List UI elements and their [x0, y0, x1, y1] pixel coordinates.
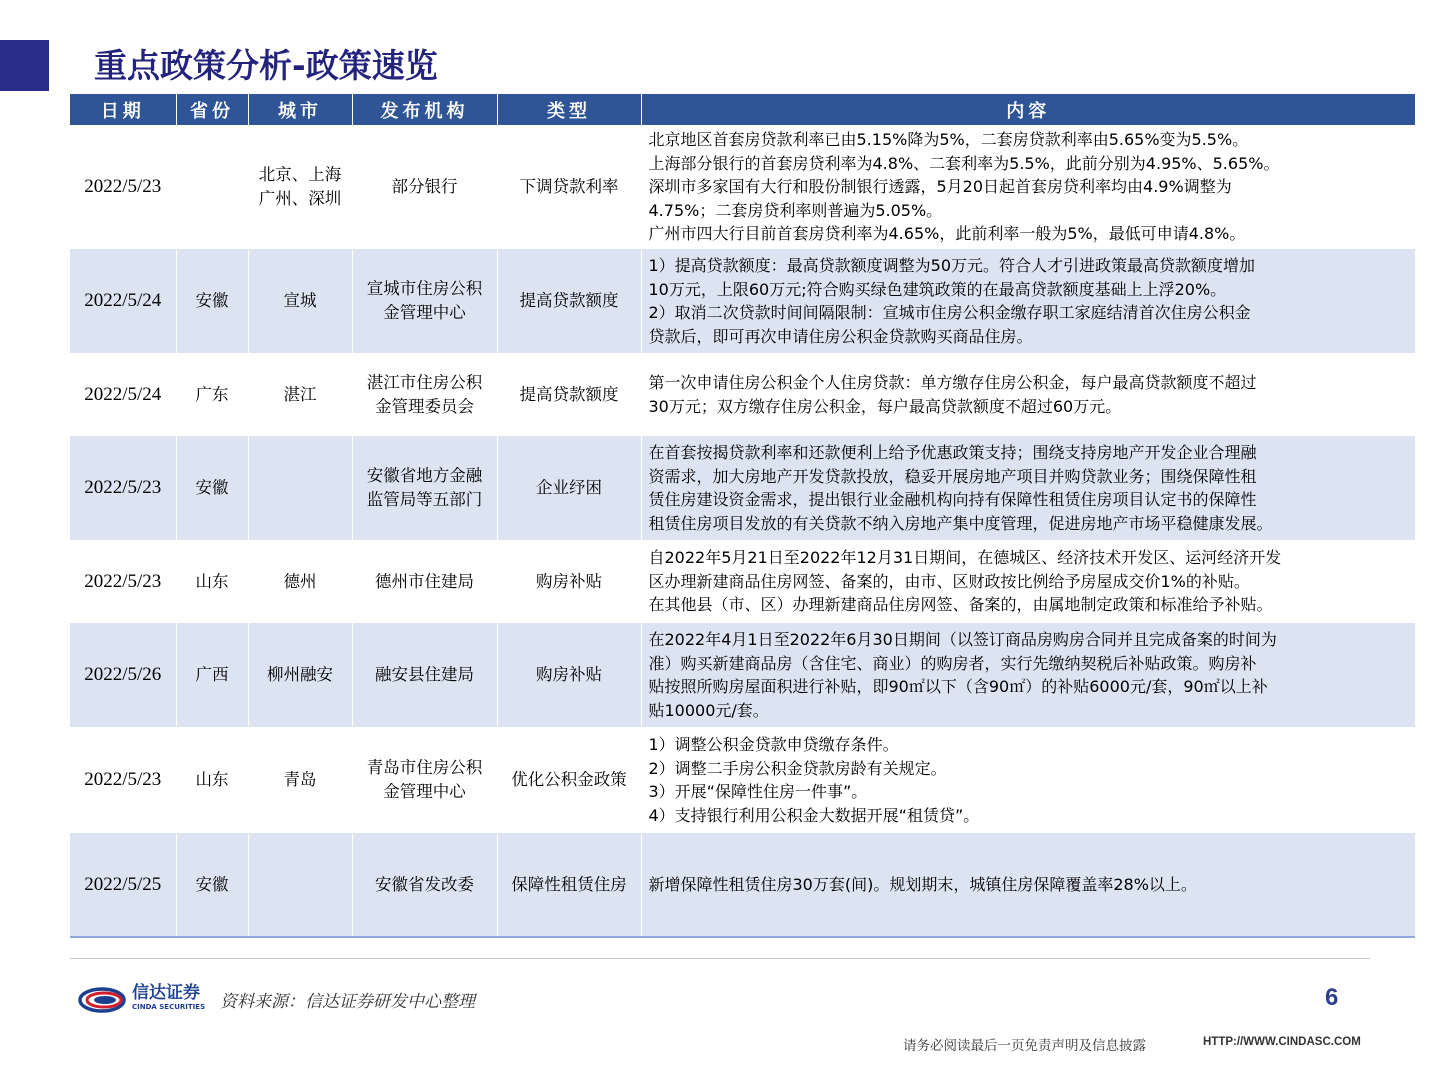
- website-link[interactable]: HTTP://WWW.CINDASC.COM: [1203, 1036, 1361, 1048]
- province-cell: 安徽: [176, 833, 248, 937]
- city-cell: [248, 436, 352, 540]
- date-cell: 2022/5/23: [70, 540, 176, 623]
- table-row: [70, 353, 1415, 436]
- page-number: 6: [1325, 984, 1339, 1011]
- type-cell: 购房补贴: [497, 623, 641, 727]
- content-line: 贴按照所购房屋面积进行补贴，即90㎡以下（含90㎡）的补贴6000元/套，90㎡以上补: [648, 677, 1268, 696]
- header-type: 类型: [497, 94, 641, 125]
- table-row: [70, 727, 1415, 833]
- agency-cell: 湛江市住房公积金管理委员会: [352, 353, 497, 436]
- content-line: 贴10000元/套。: [648, 700, 769, 720]
- table-row: [70, 540, 1415, 623]
- content-line: 30万元；双方缴存住房公积金，每户最高贷款额度不超过60万元。: [648, 396, 1122, 416]
- content-line: 北京地区首套房贷款利率已由5.15%降为5%，二套房贷款利率由5.65%变为5.5%。: [648, 130, 1249, 150]
- content-line: 1）调整公积金贷款申贷缴存条件。: [648, 735, 899, 754]
- cinda-logo-swoosh-icon: [78, 983, 130, 1015]
- province-cell: 山东: [176, 727, 248, 833]
- content-line: 上海部分银行的首套房贷利率为4.8%、二套利率为5.5%，此前分别为4.95%、5.65%。: [648, 153, 1280, 173]
- type-cell: 下调贷款利率: [497, 125, 641, 249]
- corner-accent-block: [0, 40, 49, 91]
- content-cell: [641, 125, 1415, 249]
- content-line: 在2022年4月1日至2022年6月30日期间（以签订商品房购房合同并且完成备案的时间为: [648, 630, 1277, 649]
- content-cell: [641, 727, 1415, 833]
- source-note: 资料来源：信达证券研发中心整理: [220, 992, 475, 1012]
- header-date: 日期: [70, 94, 176, 125]
- agency-cell: 青岛市住房公积金管理中心: [352, 727, 497, 833]
- table-header-row: [70, 94, 1415, 125]
- city-cell: 宣城: [248, 249, 352, 353]
- logo-name-en: CINDA SECURITIES: [132, 1003, 206, 1011]
- content-line: 贷款后，即可再次申请住房公积金贷款购买商品住房。: [648, 326, 1033, 346]
- table-row: [70, 623, 1415, 727]
- header-agency: 发布机构: [352, 94, 497, 125]
- content-line: 深圳市多家国有大行和股份制银行透露，5月20日起首套房贷利率均由4.9%调整为: [648, 177, 1232, 197]
- type-cell: 提高贷款额度: [497, 353, 641, 436]
- content-line: 4）支持银行利用公积金大数据开展“租赁贷”。: [648, 805, 980, 825]
- province-cell: 山东: [176, 540, 248, 623]
- date-cell: 2022/5/24: [70, 353, 176, 436]
- agency-cell: 融安县住建局: [352, 623, 497, 727]
- content-cell: [641, 436, 1415, 540]
- date-cell: 2022/5/26: [70, 623, 176, 727]
- logo-name-cn: 信达证券: [132, 983, 200, 1003]
- content-line: 4.75%；二套房贷利率则普遍为5.05%。: [648, 200, 943, 220]
- table-row: [70, 833, 1415, 937]
- city-cell: [248, 833, 352, 937]
- agency-cell: 安徽省地方金融监管局等五部门: [352, 436, 497, 540]
- disclaimer-text: 请务必阅读最后一页免责声明及信息披露: [903, 1038, 1146, 1054]
- content-cell: [641, 249, 1415, 353]
- table-row: [70, 249, 1415, 353]
- content-line: 第一次申请住房公积金个人住房贷款：单方缴存住房公积金，每户最高贷款额度不超过: [648, 373, 1257, 392]
- content-line: 10万元，上限60万元;符合购买绿色建筑政策的在最高贷款额度基础上上浮20%。: [648, 279, 1227, 299]
- header-content: 内容: [641, 94, 1415, 125]
- type-cell: 保障性租赁住房: [497, 833, 641, 937]
- content-line: 区办理新建商品住房网签、备案的，由市、区财政按比例给予房屋成交价1%的补贴。: [648, 571, 1250, 591]
- content-line: 自2022年5月21日至2022年12月31日期间，在德城区、经济技术开发区、运河经济开发: [648, 548, 1282, 568]
- content-line: 资需求，加大房地产开发贷款投放，稳妥开展房地产项目并购贷款业务；围绕保障性租: [648, 466, 1257, 486]
- header-province: 省份: [176, 94, 248, 125]
- city-cell: 青岛: [248, 727, 352, 833]
- content-line: 准）购买新建商品房（含住宅、商业）的购房者，实行先缴纳契税后补贴政策。购房补: [648, 653, 1257, 673]
- content-line: 1）提高贷款额度：最高贷款额度调整为50万元。符合人才引进政策最高贷款额度增加: [648, 256, 1256, 275]
- city-cell: 湛江: [248, 353, 352, 436]
- province-cell: [176, 125, 248, 249]
- content-line: 2）取消二次贷款时间间隔限制：宣城市住房公积金缴存职工家庭结清首次住房公积金: [648, 303, 1251, 322]
- date-cell: 2022/5/23: [70, 125, 176, 249]
- table-row: [70, 125, 1415, 249]
- page-title: 重点政策分析-政策速览: [94, 46, 438, 85]
- cinda-logo: [78, 983, 218, 1015]
- content-line: 在首套按揭贷款利率和还款便利上给予优惠政策支持；围绕支持房地产开发企业合理融: [648, 443, 1257, 462]
- content-cell: [641, 540, 1415, 623]
- policy-table: [70, 94, 1415, 938]
- province-cell: 安徽: [176, 436, 248, 540]
- date-cell: 2022/5/25: [70, 833, 176, 937]
- date-cell: 2022/5/24: [70, 249, 176, 353]
- agency-cell: 部分银行: [352, 125, 497, 249]
- agency-cell: 安徽省发改委: [352, 833, 497, 937]
- content-line: 3）开展“保障性住房一件事”。: [648, 782, 868, 801]
- province-cell: 安徽: [176, 249, 248, 353]
- content-line: 租赁住房项目发放的有关贷款不纳入房地产集中度管理，促进房地产市场平稳健康发展。: [648, 513, 1273, 533]
- city-cell: 德州: [248, 540, 352, 623]
- type-cell: 优化公积金政策: [497, 727, 641, 833]
- type-cell: 提高贷款额度: [497, 249, 641, 353]
- content-line: 新增保障性租赁住房30万套(间)。规划期末，城镇住房保障覆盖率28%以上。: [648, 874, 1197, 894]
- province-cell: 广西: [176, 623, 248, 727]
- agency-cell: 德州市住建局: [352, 540, 497, 623]
- header-city: 城市: [248, 94, 352, 125]
- city-cell: 北京、上海广州、深圳: [248, 125, 352, 249]
- province-cell: 广东: [176, 353, 248, 436]
- content-line: 广州市四大行目前首套房贷利率为4.65%，此前利率一般为5%，最低可申请4.8%。: [648, 224, 1246, 244]
- agency-cell: 宣城市住房公积金管理中心: [352, 249, 497, 353]
- content-line: 赁住房建设资金需求，提出银行业金融机构向持有保障性租赁住房项目认定书的保障性: [648, 490, 1257, 509]
- content-cell: [641, 833, 1415, 937]
- content-line: 在其他县（市、区）办理新建商品住房网签、备案的，由属地制定政策和标准给予补贴。: [648, 595, 1273, 615]
- date-cell: 2022/5/23: [70, 727, 176, 833]
- city-cell: 柳州融安: [248, 623, 352, 727]
- content-line: 2）调整二手房公积金贷款房龄有关规定。: [648, 758, 947, 778]
- policy-table-body: [70, 125, 1415, 937]
- table-row: [70, 436, 1415, 540]
- date-cell: 2022/5/23: [70, 436, 176, 540]
- content-cell: [641, 353, 1415, 436]
- type-cell: 购房补贴: [497, 540, 641, 623]
- footer-divider: [70, 958, 1370, 959]
- type-cell: 企业纾困: [497, 436, 641, 540]
- content-cell: [641, 623, 1415, 727]
